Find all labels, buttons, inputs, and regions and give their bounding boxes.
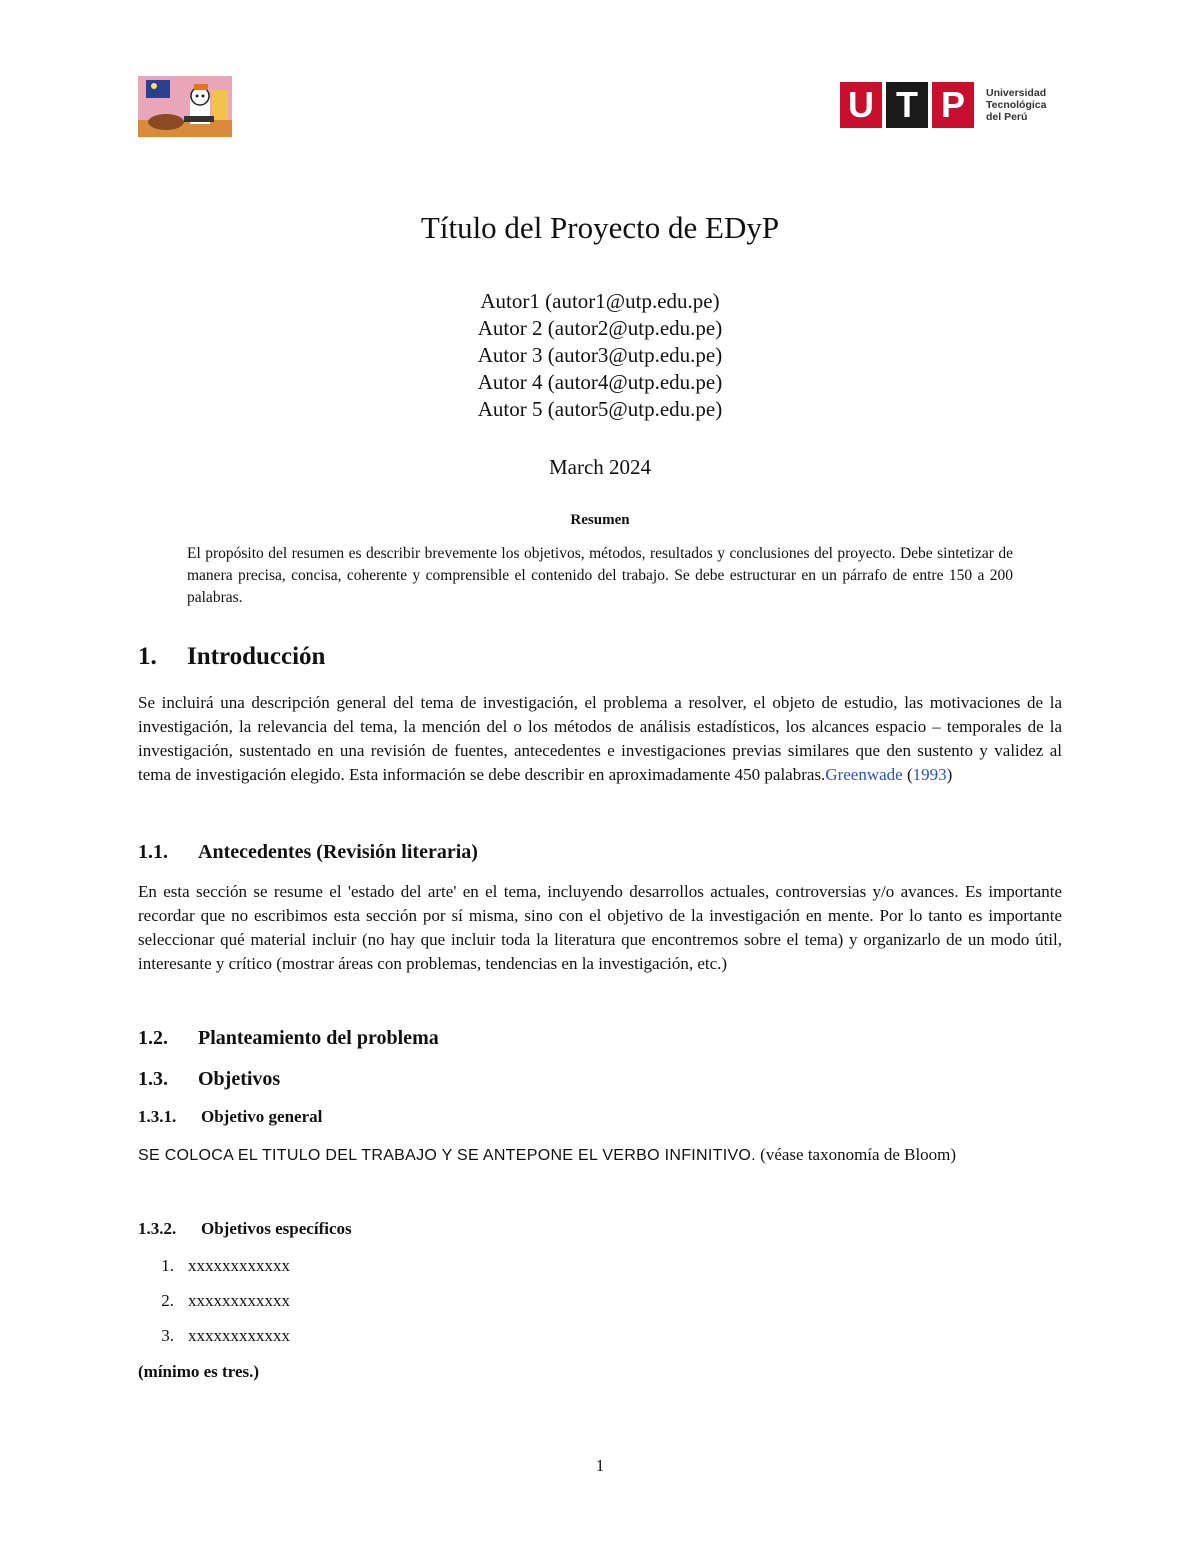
author-line: Autor 3 (autor3@utp.edu.pe)	[477, 343, 723, 367]
list-item	[138, 1291, 290, 1311]
section-number: 1.	[138, 643, 157, 670]
author-line: Autor 5 (autor5@utp.edu.pe)	[477, 397, 723, 421]
utp-name-line: Universidad	[986, 87, 1047, 99]
utp-name-line: del Perú	[986, 111, 1028, 123]
citation-author-link[interactable]: Greenwade	[825, 765, 903, 784]
section-number: 1.3.1.	[138, 1107, 177, 1126]
author-list	[0, 288, 1200, 423]
utp-letter-t: T	[886, 82, 928, 128]
section-number: 1.3.	[138, 1068, 168, 1090]
section-title: Objetivo general	[201, 1107, 323, 1126]
list-item-number: 2.	[161, 1291, 174, 1310]
antecedentes-paragraph: En esta sección se resume el 'estado del arte' en el tema, incluyendo desarrollos actuales, controversias y/o avances. Es importante recordar que no escribimos esta sección por sí misma, sino con el objetivo de la investigación en mente. Por lo tanto es importante seleccionar qué material incluir (no hay que incluir toda la literatura que encontremos sobre el tema) y organizarlo de un modo útil, interesante y crítico (mostrar áreas con problemas, tendencias en la investigación, etc.)	[138, 882, 1062, 973]
author-line: Autor 2 (autor2@utp.edu.pe)	[477, 316, 723, 340]
introduccion-text: Se incluirá una descripción general del tema de investigación, el problema a resolver, el objeto de estudio, las motivaciones de la investigación, la relevancia del tema, la mención del o los métodos de análisis estadísticos, los alcances espacio – temporales de la investigación, sustentado en una revisión de fuentes, antecedentes e investigaciones previas similares que den sustento y validez al tema de investigación elegido. Esta información se debe describir en aproximadamente 450 palabras.	[138, 693, 1062, 784]
list-item-text: xxxxxxxxxxxx	[188, 1256, 290, 1275]
author-line: Autor 4 (autor4@utp.edu.pe)	[477, 370, 723, 394]
section-number: 1.1.	[138, 841, 168, 863]
utp-letter-u: U	[840, 82, 882, 128]
section-heading-objetivos-especificos	[138, 1219, 352, 1239]
document-date: March 2024	[548, 455, 652, 479]
objetivo-general-caps-text: SE COLOCA EL TITULO DEL TRABAJO Y SE ANTEPONE EL VERBO INFINITIVO.	[138, 1147, 756, 1164]
section-title: Objetivos específicos	[201, 1219, 352, 1238]
minimum-note: (mínimo es tres.)	[138, 1362, 260, 1381]
section-heading-objetivos	[138, 1068, 280, 1091]
citation-paren-close: )	[946, 765, 953, 784]
utp-name	[986, 87, 1046, 123]
utp-name-line: Tecnológica	[986, 99, 1047, 111]
list-item-number: 3.	[161, 1326, 174, 1345]
utp-letter-p: P	[932, 82, 974, 128]
utp-logo	[840, 82, 1060, 128]
document-title: Título del Proyecto de EDyP	[420, 210, 780, 245]
section-heading-objetivo-general	[138, 1107, 322, 1127]
author-line: Autor1 (autor1@utp.edu.pe)	[480, 289, 720, 313]
section-number: 1.3.2.	[138, 1219, 177, 1238]
section-heading-planteamiento	[138, 1027, 439, 1050]
list-item-text: xxxxxxxxxxxx	[188, 1291, 290, 1310]
introduccion-paragraph	[138, 691, 1062, 787]
list-item	[138, 1256, 290, 1276]
objetivo-general-paragraph	[138, 1143, 1062, 1168]
section-title: Planteamiento del problema	[198, 1027, 439, 1049]
citation-year-link[interactable]: 1993	[912, 765, 947, 784]
list-item-text: xxxxxxxxxxxx	[188, 1326, 290, 1345]
page-number: 1	[595, 1456, 605, 1475]
abstract-heading: Resumen	[570, 512, 630, 528]
section-heading-antecedentes	[138, 841, 478, 864]
objetivo-general-rest-text: (véase taxonomía de Bloom)	[755, 1145, 957, 1164]
section-number: 1.2.	[138, 1027, 168, 1049]
section-title: Antecedentes (Revisión literaria)	[198, 841, 478, 863]
section-title: Objetivos	[198, 1068, 281, 1090]
section-title: Introducción	[187, 643, 326, 670]
cartoon-logo-image	[138, 76, 232, 137]
list-item-number: 1.	[161, 1256, 174, 1275]
citation-paren-open: (	[902, 765, 913, 784]
abstract-body: El propósito del resumen es describir brevemente los objetivos, métodos, resultados y conclusiones del proyecto. Debe sintetizar de manera precisa, concisa, coherente y comprensible el contenido del trabajo. Se debe estructurar en un párrafo de entre 150 a 200 palabras.	[187, 545, 1013, 606]
list-item	[138, 1326, 290, 1346]
section-heading-introduccion	[138, 643, 325, 671]
